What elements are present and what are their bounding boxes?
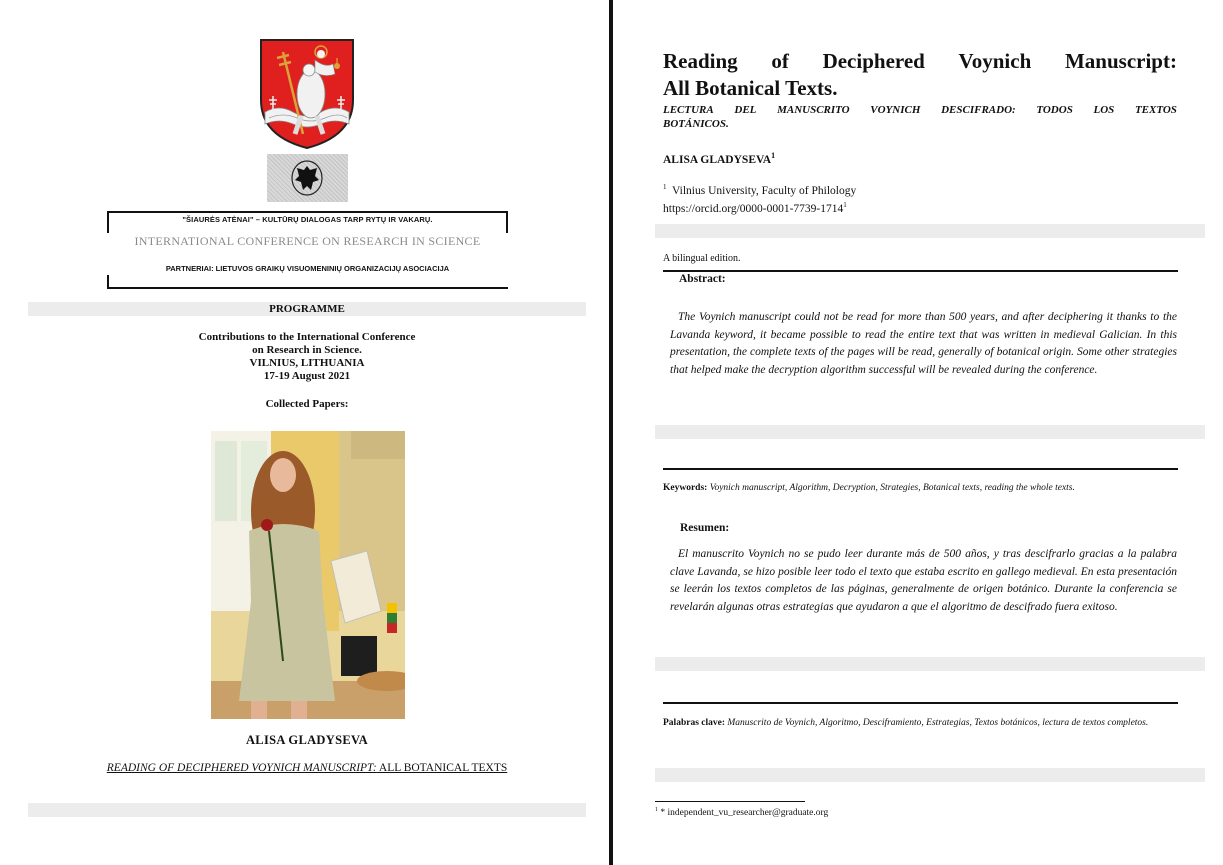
title-word: of	[771, 49, 789, 73]
keywords-label: Keywords:	[663, 483, 708, 493]
conference-banner	[107, 211, 508, 289]
article-title-line2: All Botanical Texts.	[663, 76, 838, 100]
affiliation: Vilnius University, Faculty of Philology	[672, 184, 857, 197]
title-word: Deciphered	[822, 49, 925, 73]
contributions-line: Contributions to the International Conference	[198, 331, 416, 343]
title-word: Reading	[663, 49, 738, 73]
abstract-text: The Voynich manuscript could not be read for more than 500 years, and after deciphering it thanks to the Lavanda keyword, it became possible to read the entire text that was written in medieval Galician. In this presentation, the complete texts of the pages will be read, generally of botanical origin. Some other strategies that helped make the decryption algorithm successful will be revealed during the conference.	[670, 311, 1177, 376]
section-separator-band	[655, 768, 1205, 782]
subtitle-word: VOYNICH	[870, 104, 921, 116]
eagle-emblem	[267, 154, 348, 202]
resumen-heading: Resumen:	[680, 522, 730, 534]
affiliation-block	[663, 180, 856, 216]
section-separator-band	[655, 224, 1205, 238]
keywords-line	[663, 483, 1075, 493]
orcid-link[interactable]: https://orcid.org/0000-0001-7739-1714	[663, 202, 844, 215]
article-title	[663, 48, 1177, 102]
footnote-rule	[655, 801, 805, 802]
paper-title-italic: READING OF DECIPHERED VOYNICH MANUSCRIPT:	[106, 762, 377, 774]
date-line: 17-19 August 2021	[263, 370, 351, 382]
title-word: Manuscript:	[1064, 49, 1177, 73]
contributions-line: on Research in Science.	[252, 344, 362, 356]
article-subtitle	[663, 103, 1177, 131]
conference-motto: "ŠIAURĖS ATĖNAI" – KULTŪRŲ DIALOGAS TARP RYTŲ IR VAKARŲ.	[182, 215, 433, 224]
vilnius-coat-of-arms-icon	[259, 38, 355, 150]
edition-note: A bilingual edition.	[663, 253, 741, 264]
conference-partners: PARTNERIAI: LIETUVOS GRAIKŲ VISUOMENINIŲ ORGANIZACIJŲ ASOCIACIJA	[165, 264, 450, 273]
section-separator-band	[655, 425, 1205, 439]
banner-border	[107, 287, 508, 289]
location-line: VILNIUS, LITHUANIA	[249, 357, 365, 369]
keywords-text: Voynich manuscript, Algorithm, Decryption, Strategies, Botanical texts, reading the whole texts.	[707, 483, 1075, 493]
banner-border	[107, 275, 109, 289]
palabras-clave-line	[663, 717, 1198, 729]
eagle-emblem-icon	[289, 158, 325, 198]
conference-name: INTERNATIONAL CONFERENCE ON RESEARCH IN SCIENCE	[134, 234, 481, 248]
author-footnote-ref[interactable]: 1	[771, 151, 776, 160]
programme-heading: PROGRAMME	[269, 303, 345, 315]
article-title-line1	[663, 48, 1177, 75]
footnote	[655, 807, 828, 818]
author-name: ALISA GLADYSEVA	[245, 733, 369, 747]
palabras-clave-label: Palabras clave:	[663, 718, 726, 728]
author-photo	[211, 431, 405, 719]
collected-papers-heading: Collected Papers:	[265, 398, 349, 410]
subtitle-word: DEL	[734, 104, 757, 116]
resumen-text: El manuscrito Voynich no se pudo leer durante más de 500 años, y tras descifrarlo gracias a la palabra clave Lavanda, se hizo posible leer todo el texto que estaba escrito en gallego medieval. En esta presentación se leerán los textos completos de las páginas, generalmente de origen botánico. Durante la conferencia se revelarán algunas otras estrategias que ayudaron a que el algoritmo de descifrado fuera exitoso.	[670, 548, 1177, 613]
palabras-clave-text: Manuscrito de Voynich, Algoritmo, Desciframiento, Estrategias, Textos botánicos, lectura de textos completos.	[725, 718, 1149, 728]
left-page	[0, 0, 609, 865]
horizontal-rule	[663, 702, 1178, 704]
subtitle-word: TODOS	[1036, 104, 1073, 116]
author-name: ALISA GLADYSEVA	[663, 153, 772, 166]
article-author	[663, 151, 775, 166]
footnote-marker: 1	[655, 807, 658, 813]
contributions-block	[28, 331, 586, 383]
subtitle-word: TEXTOS	[1134, 104, 1177, 116]
banner-border	[107, 211, 508, 213]
horizontal-rule	[663, 468, 1178, 470]
paper-title	[28, 762, 586, 774]
subtitle-word: DESCIFRADO:	[941, 104, 1016, 116]
affiliation-marker: 1	[663, 183, 667, 191]
abstract-heading: Abstract:	[679, 273, 726, 285]
subtitle-word: MANUSCRITO	[777, 104, 850, 116]
section-separator-band	[655, 657, 1205, 671]
orcid-footnote-ref[interactable]: 1	[843, 200, 847, 209]
horizontal-rule	[663, 270, 1178, 272]
footnote-email[interactable]: * independent_vu_researcher@graduate.org	[660, 808, 829, 819]
paper-title-rest: ALL BOTANICAL TEXTS	[376, 762, 508, 774]
page-separator-band	[28, 803, 586, 817]
article-subtitle-line2: BOTÁNICOS.	[663, 118, 729, 130]
subtitle-word: LOS	[1093, 104, 1115, 116]
title-word: Voynich	[958, 49, 1032, 73]
subtitle-word: LECTURA	[663, 104, 714, 116]
article-subtitle-line1	[663, 103, 1177, 117]
